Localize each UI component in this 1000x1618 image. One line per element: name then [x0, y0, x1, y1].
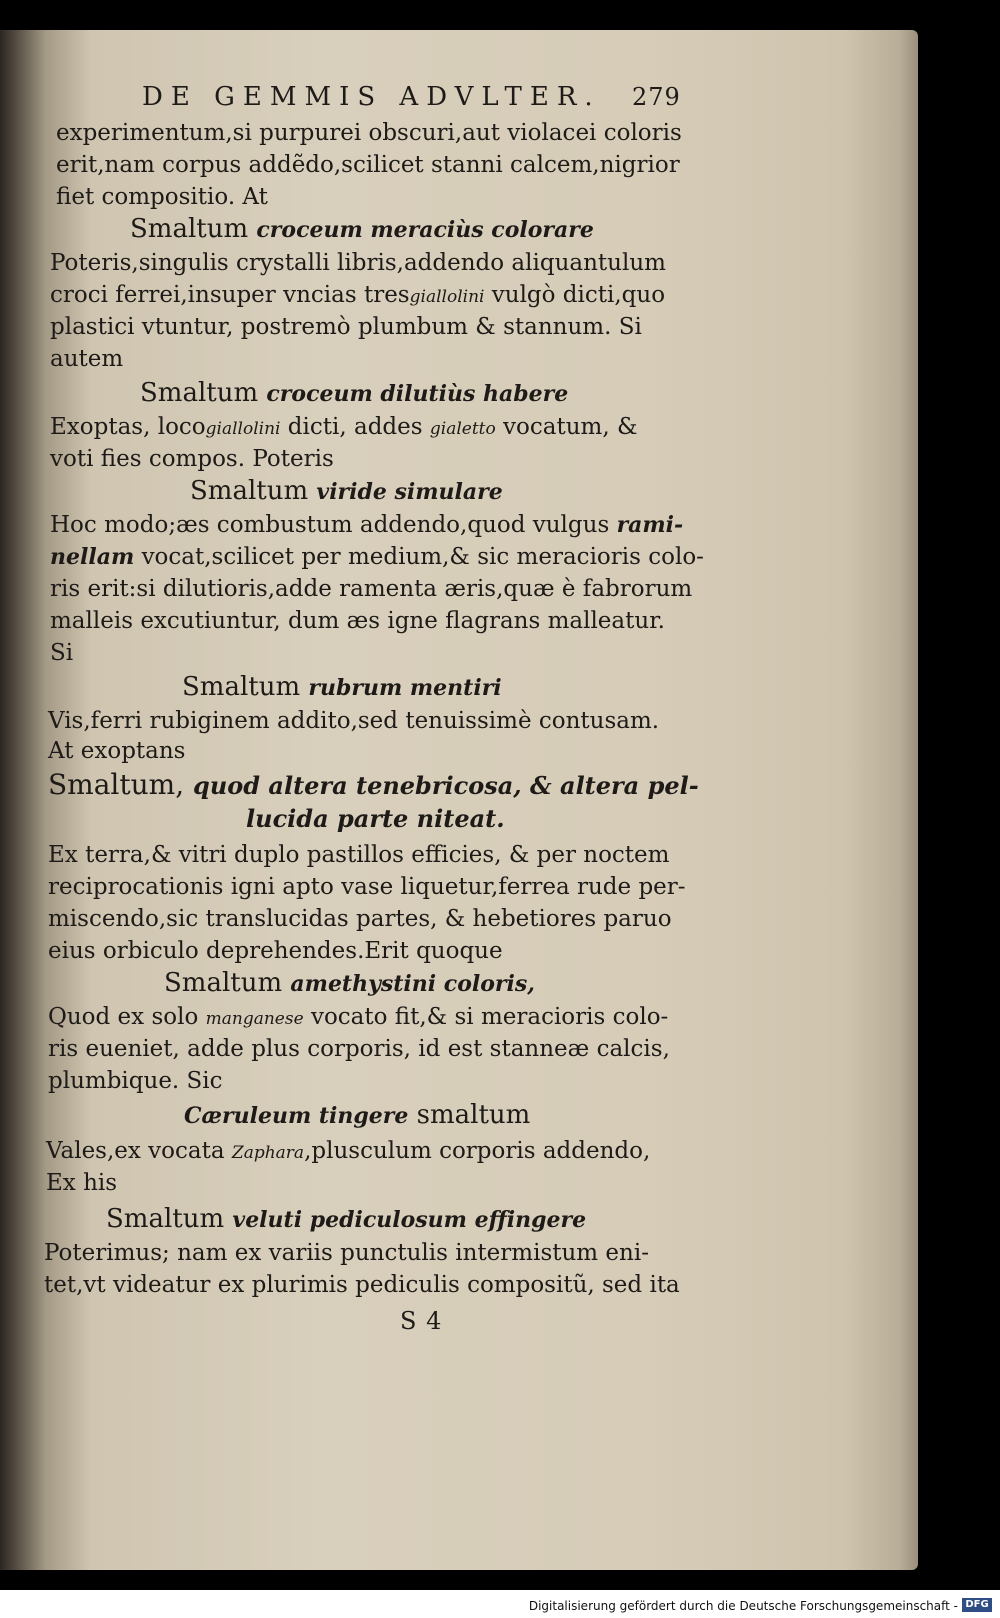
heading-italic: Cæruleum tingere	[184, 1103, 409, 1129]
heading-italic: quod altera tenebricosa, & altera pel-	[193, 771, 699, 800]
heading-roman: Smaltum	[182, 672, 301, 702]
heading-italic: veluti pediculosum effingere	[232, 1207, 587, 1233]
text-line: plastici vtuntur, postremò plumbum & stannum. Si	[50, 314, 642, 340]
heading-roman: Smaltum	[130, 214, 249, 244]
heading-roman: Smaltum,	[48, 768, 185, 801]
text-line: plumbique. Sic	[48, 1068, 223, 1094]
heading-italic: rubrum mentiri	[308, 675, 502, 701]
text-line: At exoptans	[48, 738, 186, 764]
footer-credit: Digitalisierung gefördert durch die Deutsche Forschungsgemeinschaft -	[528, 1599, 958, 1613]
text-line: fiet compositio. At	[56, 184, 268, 210]
inline-term: Zaphara	[231, 1143, 305, 1163]
text-line: Hoc modo;æs combustum addendo,quod vulgus rami-	[50, 512, 684, 538]
heading-roman: smaltum	[416, 1100, 531, 1130]
text-line: voti fies compos. Poteris	[50, 446, 334, 472]
page-number: 279	[632, 83, 681, 111]
text-line: Vis,ferri rubiginem addito,sed tenuissimè contusam.	[48, 708, 660, 734]
section-heading	[182, 672, 502, 703]
inline-term: giallolini	[409, 287, 485, 307]
text-line: Poterimus; nam ex variis punctulis intermistum eni-	[44, 1240, 649, 1266]
text-line: Quod ex solo manganese vocato fit,& si meracioris colo-	[48, 1004, 669, 1030]
section-heading	[164, 968, 535, 999]
heading-italic: croceum meraciùs colorare	[256, 217, 594, 243]
heading-italic: croceum dilutiùs habere	[266, 381, 569, 407]
signature-mark: S 4	[400, 1307, 443, 1335]
text-line: ris eueniet, adde plus corporis, id est stanneæ calcis,	[48, 1036, 670, 1062]
section-heading	[106, 1204, 586, 1235]
section-heading	[130, 214, 594, 245]
text-line: reciprocationis igni apto vase liquetur,ferrea rude per-	[48, 874, 686, 900]
text-line: nellam vocat,scilicet per medium,& sic meracioris colo-	[50, 544, 704, 570]
text-line: Vales,ex vocata Zaphara,plusculum corporis addendo,	[46, 1138, 651, 1164]
text-line: malleis excutiuntur, dum æs igne flagrans malleatur.	[50, 608, 665, 634]
text-line: Exoptas, locogiallolini dicti, addes gialetto vocatum, &	[50, 414, 638, 440]
text-line: Si	[50, 640, 74, 666]
running-header: DE GEMMIS ADVLTER.	[142, 82, 601, 112]
heading-roman: Smaltum	[140, 378, 259, 408]
text-line: Ex terra,& vitri duplo pastillos efficies, & per noctem	[48, 842, 670, 868]
book-page	[0, 30, 918, 1570]
text-line: Ex his	[46, 1170, 118, 1196]
text-line: Poteris,singulis crystalli libris,addendo aliquantulum	[50, 250, 666, 276]
text-line: erit,nam corpus addẽdo,scilicet stanni calcem,nigrior	[56, 152, 680, 178]
section-heading	[48, 770, 699, 801]
text-line: eius orbiculo deprehendes.Erit quoque	[48, 938, 503, 964]
dfg-logo: DFG	[962, 1598, 992, 1612]
section-heading	[140, 378, 568, 409]
inline-term: gialetto	[429, 419, 496, 439]
heading-roman: Smaltum	[190, 476, 309, 506]
text-line: tet,vt videatur ex plurimis pediculis compositũ, sed ita	[44, 1272, 680, 1298]
text-line: experimentum,si purpurei obscuri,aut violacei coloris	[56, 120, 682, 146]
heading-roman: Smaltum	[106, 1204, 225, 1234]
section-heading	[190, 476, 503, 507]
heading-roman: Smaltum	[164, 968, 283, 998]
text-line: autem	[50, 346, 124, 372]
inline-term: giallolini	[205, 419, 281, 439]
text-line: miscendo,sic translucidas partes, & hebetiores paruo	[48, 906, 672, 932]
inline-term: manganese	[205, 1009, 304, 1029]
text-line: croci ferrei,insuper vncias tresgiallolini vulgò dicti,quo	[50, 282, 666, 308]
heading-italic: lucida parte niteat.	[246, 804, 505, 833]
heading-italic: amethystini coloris,	[290, 971, 535, 997]
text-line: ris erit:si dilutioris,adde ramenta æris,quæ è fabrorum	[50, 576, 693, 602]
section-heading	[184, 1100, 530, 1131]
section-heading-continued	[246, 804, 505, 834]
heading-italic: viride simulare	[316, 479, 503, 505]
